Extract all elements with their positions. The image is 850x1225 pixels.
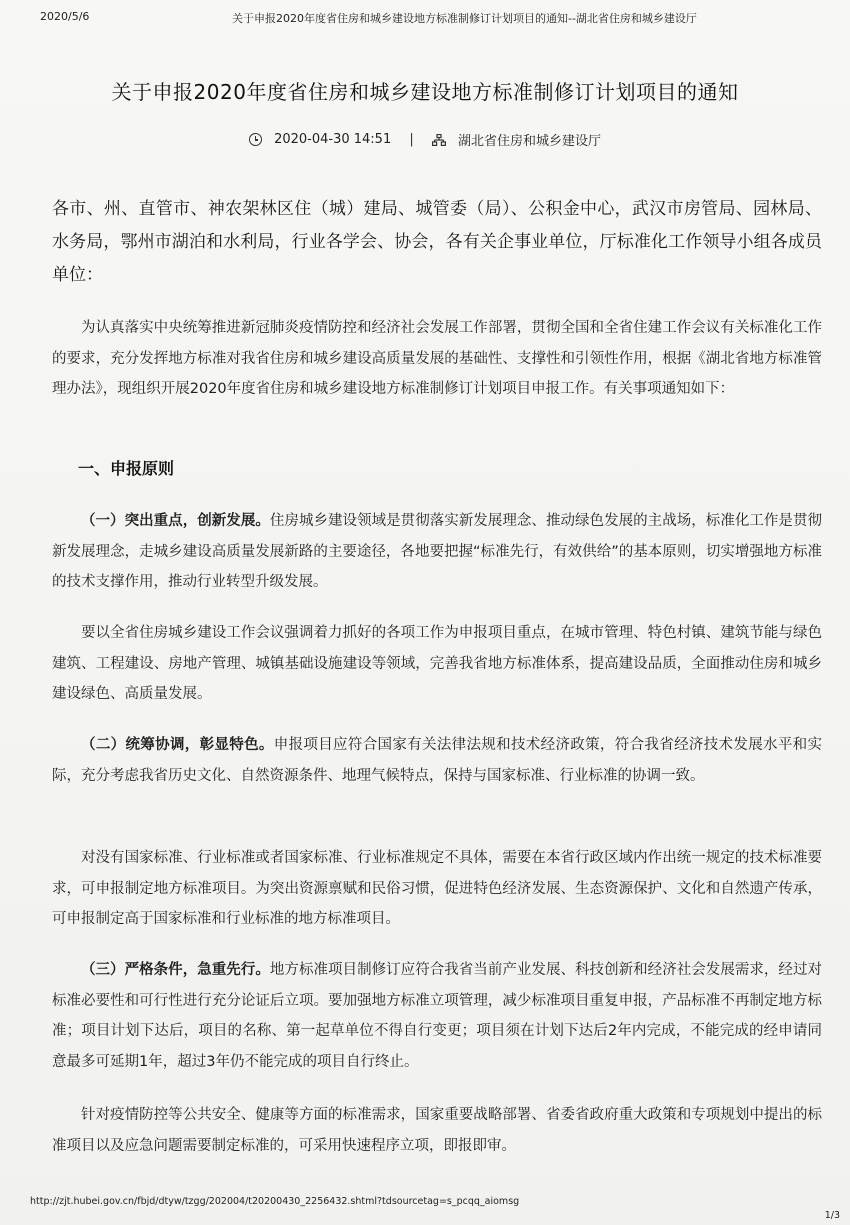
print-title: 关于申报2020年度省住房和城乡建设地方标准制修订计划项目的通知--湖北省住房和城乡建设厅: [232, 12, 697, 25]
item-2-paragraph-2: 对没有国家标准、行业标准或者国家标准、行业标准规定不具体，需要在本省行政区域内作出统一规定的技术标准要求，可申报制定地方标准项目。为突出资源禀赋和民俗习惯，促进特色经济发展、生态资源保护、文化和自然遗产传承，可申报制定高于国家标准和行业标准的地方标准项目。: [52, 850, 822, 927]
item-2-title: （二）统筹协调，彰显特色。: [81, 737, 274, 753]
item-3-text: 地方标准项目制修订应符合我省当前产业发展、科技创新和经济社会发展需求，经过对标准必要性和可行性进行充分论证后立项。要加强地方标准立项管理，减少标准项目重复申报，产品标准不再制定地方标准；项目计划下达后，项目的名称、第一起草单位不得自行变更；项目须在计划下达后2年内完成，不能完成的经申请同意最多可延期1年，超过3年仍不能完成的项目自行终止。: [52, 962, 822, 1070]
print-header: [40, 10, 820, 28]
item-2-text: 申报项目应符合国家有关法律法规和技术经济政策，符合我省经济技术发展水平和实际，充分考虑我省历史文化、自然资源条件、地理气候特点，保持与国家标准、行业标准的协调一致。: [52, 737, 823, 784]
section-heading: 一、申报原则: [78, 459, 175, 478]
intro-paragraph: 为认真落实中央统筹推进新冠肺炎疫情防控和经济社会发展工作部署，贯彻全国和全省住建工作会议有关标准化工作的要求，充分发挥地方标准对我省住房和城乡建设高质量发展的基础性、支撑性和引领性作用，根据《湖北省地方标准管理办法》，现组织开展2020年度省住房和城乡建设地方标准制修订计划项目申报工作。有关事项通知如下：: [52, 320, 822, 397]
item-2-paragraph: [52, 730, 822, 791]
article-meta: [0, 130, 850, 149]
item-1-title: （一）突出重点，创新发展。: [81, 513, 270, 529]
item-1-paragraph: [52, 506, 822, 598]
print-footer-url: http://zjt.hubei.gov.cn/fbjd/dtyw/tzgg/202004/t20200430_2256432.shtml?tdsourcetag=s_pcqq_aiomsg: [30, 1196, 520, 1207]
article-datetime: 2020-04-30 14:51: [274, 132, 392, 147]
organization-icon: [432, 134, 446, 146]
item-3-paragraph: [52, 955, 822, 1077]
clock-icon: [249, 133, 262, 146]
article-title: 关于申报2020年度省住房和城乡建设地方标准制修订计划项目的通知: [111, 80, 739, 104]
greeting-paragraph: 各市、州、直管市、神农架林区住（城）建局、城管委（局）、公积金中心，武汉市房管局、园林局、水务局，鄂州市湖泊和水利局，行业各学会、协会，各有关企事业单位，厅标准化工作领导小组各成员单位：: [52, 199, 822, 285]
print-date: 2020/5/6: [40, 10, 90, 23]
item-1-paragraph-2: 要以全省住房城乡建设工作会议强调着力抓好的各项工作为申报项目重点，在城市管理、特色村镇、建筑节能与绿色建筑、工程建设、房地产管理、城镇基础设施建设等领域，完善我省地方标准体系，提高建设品质，全面推动住房和城乡建设绿色、高质量发展。: [52, 625, 822, 702]
item-3-paragraph-2: 针对疫情防控等公共安全、健康等方面的标准需求，国家重要战略部署、省委省政府重大政策和专项规划中提出的标准项目以及应急问题需要制定标准的，可采用快速程序立项，即报即审。: [52, 1107, 822, 1154]
meta-separator: |: [409, 132, 414, 147]
item-3-title: （三）严格条件，急重先行。: [81, 962, 270, 978]
print-page-number: 1/3: [824, 1210, 840, 1221]
item-1-text: 住房城乡建设领域是贯彻落实新发展理念、推动绿色发展的主战场，标准化工作是贯彻新发展理念，走城乡建设高质量发展新路的主要途径，各地要把握“标准先行，有效供给”的基本原则，切实增强地方标准的技术支撑作用，推动行业转型升级发展。: [52, 513, 822, 590]
article-source: 湖北省住房和城乡建设厅: [458, 134, 602, 149]
